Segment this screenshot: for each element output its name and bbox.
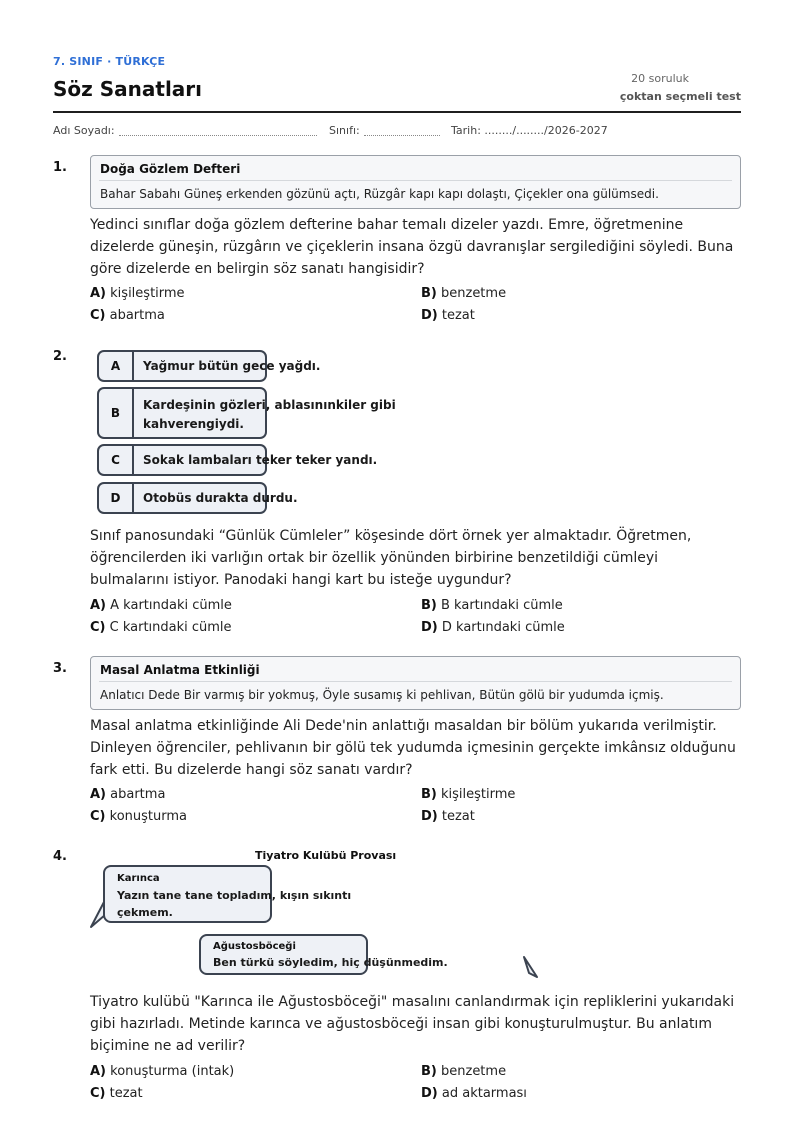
option-c[interactable]: C) C kartındaki cümle <box>90 620 232 635</box>
speech-bubble-ant <box>103 865 352 923</box>
class-blank[interactable] <box>364 135 440 136</box>
stage-title: Tiyatro Kulübü Provası <box>255 849 397 862</box>
card-text: Kardeşinin gözleri, ablasınınkiler gibi <box>143 398 396 412</box>
card-letter: B <box>99 389 134 437</box>
page-title: Söz Sanatları <box>53 77 203 101</box>
question-number: 1. <box>53 160 67 175</box>
dialogue-line: Ben türkü söyledim, hiç düşünmedim. <box>213 956 448 969</box>
option-a[interactable]: A) konuşturma (intak) <box>90 1064 235 1079</box>
option-a[interactable]: A) abartma <box>90 787 166 802</box>
dialogue-line-2: çekmem. <box>117 906 173 919</box>
question-stem: Yedinci sınıflar doğa gözlem defterine bahar temalı dizeler yazdı. Emre, öğretmenine dizelerde güneşin, rüzgârın ve çiçeklerin insana özgü davranışlar sergilediğini söyledi. Buna göre dizelerde en belirgin söz sanatı hangisidir? <box>90 217 734 277</box>
card-letter: D <box>99 484 134 512</box>
box-text: Anlatıcı Dede Bir varmış bir yokmuş, Öyle susamış ki pehlivan, Bütün gölü bir yudumda içmiş. <box>100 688 664 702</box>
box-title: Masal Anlatma Etkinliği <box>100 663 260 677</box>
option-d[interactable]: D) ad aktarması <box>421 1086 527 1101</box>
test-type: çoktan seçmeli test <box>619 90 741 103</box>
card-d <box>97 482 298 514</box>
box-text: Bahar Sabahı Güneş erkenden gözünü açtı, Rüzgâr kapı kapı dolaştı, Çiçekler ona gülümsedi. <box>100 187 659 201</box>
card-text: Sokak lambaları teker teker yandı. <box>143 453 378 467</box>
date-field: Tarih: ......../......../2026-2027 <box>451 124 608 137</box>
grade-label: 7. SINIF · TÜRKÇE <box>53 55 166 68</box>
option-c[interactable]: C) abartma <box>90 308 165 323</box>
question-number: 2. <box>53 349 67 364</box>
dialogue-line: Yazın tane tane topladım, kışın sıkıntı <box>117 889 352 902</box>
option-c[interactable]: C) konuşturma <box>90 809 187 824</box>
card-b <box>97 387 396 439</box>
page-header <box>53 55 741 113</box>
text-box <box>90 155 741 209</box>
divider <box>99 681 732 682</box>
card-text: Yağmur bütün gece yağdı. <box>143 359 321 373</box>
box-title: Doğa Gözlem Defteri <box>100 162 241 176</box>
question-stem: Sınıf panosundaki “Günlük Cümleler” köşesinde dört örnek yer almaktadır. Öğretmen, öğrencilerden iki varlığın ortak bir özellik yönünden birbirine benzetildiği cümleyi bulmalarını istiyor. Panodaki hangi kart bu isteğe uygundur? <box>90 528 692 588</box>
option-a[interactable]: A) kişileştirme <box>90 286 185 301</box>
option-d[interactable]: D) D kartındaki cümle <box>421 620 565 635</box>
option-b[interactable]: B) benzetme <box>421 1064 507 1079</box>
question-number: 4. <box>53 849 67 864</box>
card-c <box>97 444 378 476</box>
option-d[interactable]: D) tezat <box>421 308 475 323</box>
option-b[interactable]: B) benzetme <box>421 286 507 301</box>
speaker-name: Ağustosböceği <box>213 941 296 952</box>
question-count: 20 soruluk <box>631 72 689 85</box>
student-info-line <box>53 124 741 142</box>
option-b[interactable]: B) B kartındaki cümle <box>421 598 563 613</box>
question-number: 3. <box>53 661 67 676</box>
name-label: Adı Soyadı: <box>53 124 115 137</box>
card-a <box>97 350 321 382</box>
question-stem: Masal anlatma etkinliğinde Ali Dede'nin anlattığı masaldan bir bölüm yukarıda verilmiştir. Dinleyen öğrenciler, pehlivanın bir gölü tek yudumda içmesinin gerçekte imkânsız olduğunu fark etti. Bu dizelerde hangi söz sanatı vardır? <box>90 718 736 778</box>
question-stem: Tiyatro kulübü "Karınca ile Ağustosböceği" masalını canlandırmak için repliklerini yukarıdaki gibi hazırladı. Metinde karınca ve ağustosböceği insan gibi konuşturulmuştur. Bu anlatım biçimine ne ad verilir? <box>90 994 735 1054</box>
speech-tail <box>521 955 541 981</box>
divider <box>99 180 732 181</box>
card-text-2: kahverengiydi. <box>143 417 244 431</box>
card-letter: C <box>99 446 134 474</box>
option-a[interactable]: A) A kartındaki cümle <box>90 598 232 613</box>
name-blank[interactable] <box>119 135 317 136</box>
speech-bubble-cicada <box>199 934 448 975</box>
text-box <box>90 656 741 710</box>
card-text: Otobüs durakta durdu. <box>143 491 298 505</box>
class-label: Sınıfı: <box>329 124 360 137</box>
speaker-name: Karınca <box>117 873 160 884</box>
card-letter: A <box>99 352 134 380</box>
option-b[interactable]: B) kişileştirme <box>421 787 516 802</box>
option-c[interactable]: C) tezat <box>90 1086 143 1101</box>
option-d[interactable]: D) tezat <box>421 809 475 824</box>
